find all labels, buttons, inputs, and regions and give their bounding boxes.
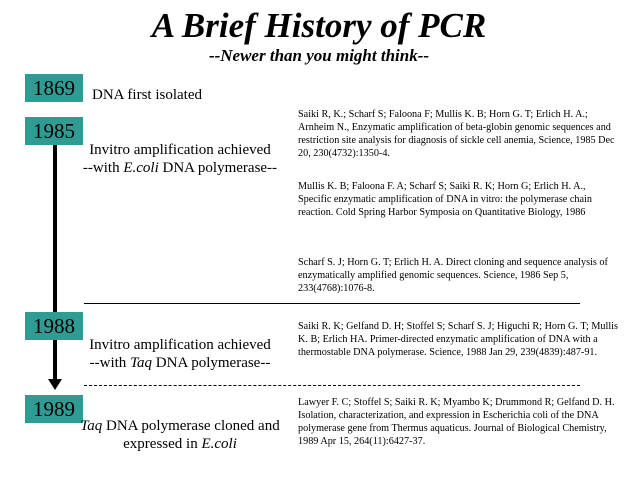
year-badge-1989: 1989 <box>25 395 83 423</box>
event-1988-organism: Taq <box>130 355 153 371</box>
reference-1986-scharf: Scharf S. J; Horn G. T; Erlich H. A. Direct cloning and sequence analysis of enzymatically amplified genomic sequences. Science, 1986 Sep 5, 233(4768):1076-8. <box>298 257 608 294</box>
event-1989-line1 <box>64 417 296 435</box>
slide-subtitle: --Newer than you might think-- <box>208 46 430 65</box>
event-1989-organism: E.coli <box>201 436 237 452</box>
reference-1985-saiki: Saiki R, K.; Scharf S; Faloona F; Mullis K. B; Horn G. T; Erlich H. A.; Arnheim N., Enzymatic amplification of beta-globin genomic sequences and restriction site analysis for diagnosis of sickle cell anemia, Science, 1985 Dec 20, 230(4732):1350-4. <box>298 109 615 159</box>
reference-1988-saiki: Saiki R. K; Gelfand D. H; Stoffel S; Scharf S. J; Higuchi R; Horn G. T; Mullis K. B; Erlich HA. Primer-directed enzymatic amplification of DNA with a thermostable DNA polymerase. Science, 1988 Jan 29, 239(4839):487-91. <box>298 321 618 358</box>
divider-1988 <box>84 303 580 304</box>
event-1988-line2-suffix: DNA polymerase-- <box>152 355 271 371</box>
event-1988-line2 <box>64 354 296 372</box>
event-1985-line2 <box>64 159 296 177</box>
event-1988-line2-prefix: --with <box>89 355 131 371</box>
event-1869: DNA first isolated <box>92 87 202 103</box>
event-1985-line1: Invitro amplification achieved <box>89 142 271 158</box>
event-1988 <box>64 336 296 372</box>
event-1989-line2 <box>64 435 296 453</box>
event-1985-organism: E.coli <box>123 160 159 176</box>
event-1985-line2-prefix: --with <box>82 160 124 176</box>
timeline-arrow-shaft <box>53 143 57 381</box>
event-1989-line1-suffix: DNA polymerase cloned and <box>102 418 280 434</box>
event-1989-enzyme: Taq <box>80 418 103 434</box>
event-1985 <box>64 141 296 177</box>
reference-1986-mullis: Mullis K. B; Faloona F. A; Scharf S; Saiki R. K; Horn G; Erlich H. A., Specific enzymatic amplification of DNA in vitro: the polymerase chain reaction. Cold Spring Harbor Symposia on Quantitative Biology, 1986 <box>298 181 592 218</box>
year-badge-1869: 1869 <box>25 74 83 102</box>
event-1988-line1: Invitro amplification achieved <box>89 337 271 353</box>
year-badge-1985: 1985 <box>25 117 83 145</box>
divider-1989 <box>84 385 580 386</box>
reference-1989-lawyer: Lawyer F. C; Stoffel S; Saiki R. K; Myambo K; Drummond R; Gelfand D. H. Isolation, characterization, and expression in Escherichia coli of the DNA polymerase gene from Thermus aquaticus. Journal of Biological Chemistry, 1989 Apr 15, 264(11):6427-37. <box>298 397 615 447</box>
timeline-arrow-head <box>48 379 62 390</box>
event-1989-line2-prefix: expressed in <box>123 436 202 452</box>
event-1989 <box>64 417 296 453</box>
slide-title: A Brief History of PCR <box>151 6 487 45</box>
year-badge-1988: 1988 <box>25 312 83 340</box>
event-1985-line2-suffix: DNA polymerase-- <box>158 160 278 176</box>
